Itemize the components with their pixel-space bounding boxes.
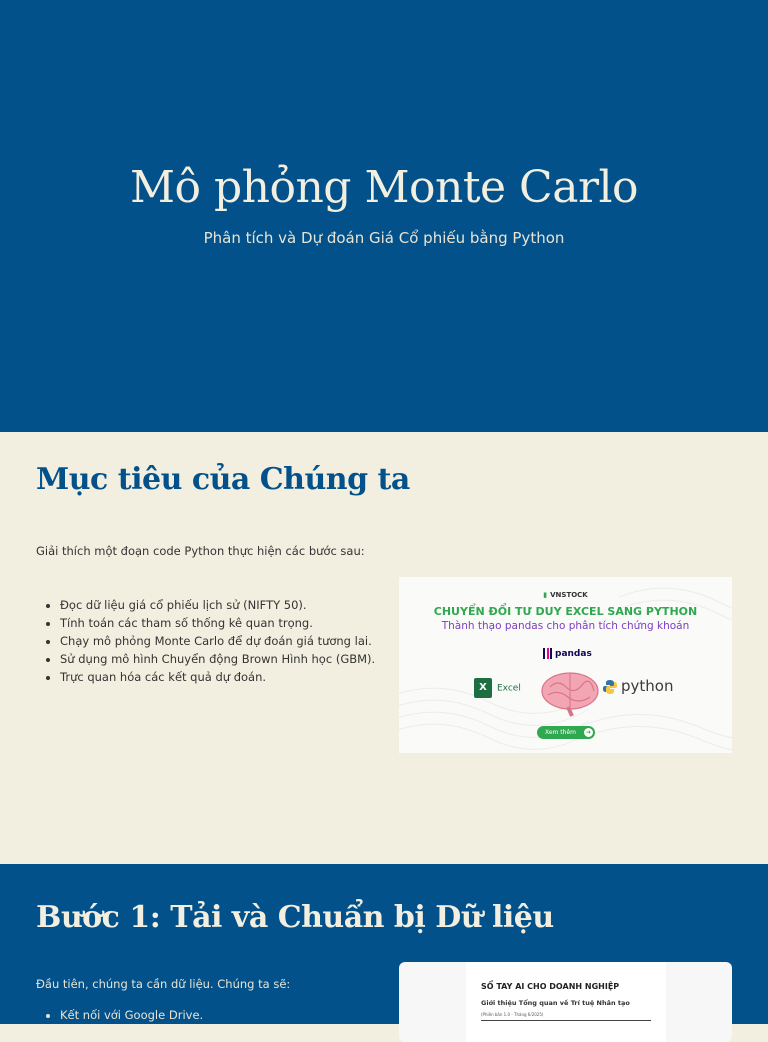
list-item: • Tính toán các tham số thống kê quan trọng. [60,614,375,632]
step1-intro: Đầu tiên, chúng ta cần dữ liệu. Chúng ta sẽ: [36,977,291,991]
presentation-title: Mô phỏng Monte Carlo [129,162,639,213]
title-slide [0,0,768,432]
see-more-button[interactable] [537,726,595,739]
list-item: • Sử dụng mô hình Chuyển động Brown Hình học (GBM). [60,650,375,668]
banner-brand-text: VNSTOCK [550,591,588,599]
list-item: • Trực quan hóa các kết quả dự đoán. [60,668,375,686]
presentation-subtitle: Phân tích và Dự đoán Giá Cổ phiếu bằng Python [203,229,565,247]
pandas-logo [543,648,592,659]
course-banner-image[interactable] [399,577,732,753]
pandas-icon [543,648,552,659]
document-title: SỔ TAY AI CHO DOANH NGHIỆP [481,982,620,991]
python-icon [602,679,618,695]
see-more-label: Xem thêm [545,729,576,736]
goals-slide [0,432,768,864]
list-item: • Kết nối với Google Drive. [60,1006,203,1024]
document-subtitle: Giới thiệu Tổng quan về Trí tuệ Nhân tạo [481,999,630,1007]
brain-icon [538,669,602,717]
document-meta: (Phiên bản 1.0 - Tháng 6/2025) [481,1012,544,1017]
document-preview-image[interactable] [399,962,732,1042]
excel-logo [474,678,521,698]
step1-heading: Bước 1: Tải và Chuẩn bị Dữ liệu [36,900,554,935]
list-item: • Chạy mô phỏng Monte Carlo để dự đoán giá tương lai. [60,632,375,650]
divider [481,1020,651,1021]
vnstock-logo-icon: ▮ [543,591,548,599]
list-item: • Đọc dữ liệu giá cổ phiếu lịch sử (NIFTY 50). [60,596,375,614]
banner-brand [399,591,732,599]
arrow-right-icon: ➜ [585,729,592,736]
goals-intro: Giải thích một đoạn code Python thực hiện các bước sau: [36,544,365,558]
banner-subtitle: Thành thạo pandas cho phân tích chứng khoán [441,620,690,632]
python-logo [602,677,673,695]
excel-icon: X [474,678,492,698]
python-label: python [621,677,674,695]
goals-bullet-list [36,596,375,686]
excel-label: Excel [497,683,521,694]
pandas-label: pandas [555,649,592,659]
goals-heading: Mục tiêu của Chúng ta [36,462,410,497]
step1-slide [0,864,768,1024]
banner-title: CHUYỂN ĐỔI TƯ DUY EXCEL SANG PYTHON [433,605,698,618]
step1-bullet-list [36,1006,203,1024]
document-page [466,962,666,1042]
